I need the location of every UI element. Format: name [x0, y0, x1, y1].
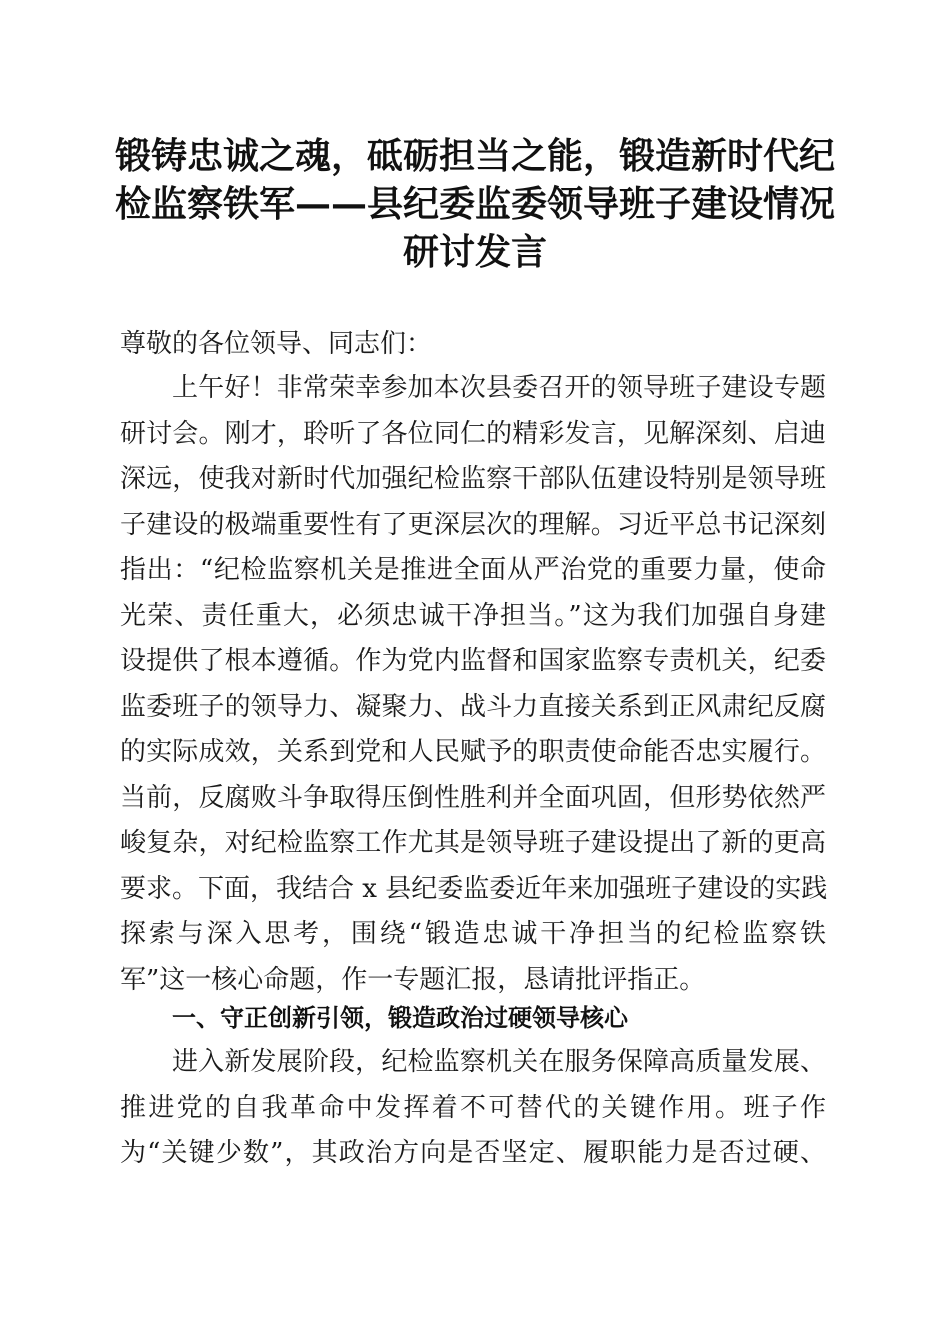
- paragraph-line: 指出：“纪检监察机关是推进全面从严治党的重要力量，使命: [120, 555, 826, 585]
- paragraph-section-1: [120, 1040, 826, 1177]
- paragraph-line: 上午好！非常荣幸参加本次县委召开的领导班子建设专题: [172, 373, 826, 403]
- paragraph-line: 设提供了根本遵循。作为党内监督和国家监察专责机关，纪委: [120, 646, 826, 676]
- paragraph-line: 当前，反腐败斗争取得压倒性胜利并全面巩固，但形势依然严: [120, 782, 826, 813]
- paragraph-line: 军”这一核心命题，作一专题汇报，恳请批评指正。: [120, 964, 706, 995]
- paragraph-line: 光荣、责任重大，必须忠诚干净担当。”这为我们加强自身建: [120, 600, 826, 631]
- title-line-3: 研讨发言: [402, 231, 547, 273]
- paragraph-line: 推进党的自我革命中发挥着不可替代的关键作用。班子作: [120, 1092, 826, 1123]
- title-line-1: 锻铸忠诚之魂，砥砺担当之能，锻造新时代纪: [114, 135, 835, 177]
- title-line-2: 检监察铁军——县纪委监委领导班子建设情况: [114, 183, 835, 225]
- paragraph-line: 进入新发展阶段，纪检监察机关在服务保障高质量发展、: [172, 1047, 826, 1077]
- salutation: 尊敬的各位领导、同志们：: [120, 329, 433, 359]
- paragraph-line: 子建设的极端重要性有了更深层次的理解。习近平总书记深刻: [120, 509, 826, 540]
- paragraph-line: 峻复杂，对纪检监察工作尤其是领导班子建设提出了新的更高: [120, 828, 826, 858]
- paragraph-line: 探索与深入思考，围绕“锻造忠诚干净担当的纪检监察铁: [120, 919, 826, 949]
- paragraph-line: 深远，使我对新时代加强纪检监察干部队伍建设特别是领导班: [120, 464, 826, 494]
- paragraph-line: 监委班子的领导力、凝聚力、战斗力直接关系到正风肃纪反腐: [120, 691, 826, 722]
- paragraph-line: 要求。下面，我结合 x 县纪委监委近年来加强班子建设的实践: [120, 873, 828, 904]
- document-title: [110, 132, 840, 276]
- section-heading-1: 一、守正创新引领，锻造政治过硬领导核心: [172, 1004, 628, 1032]
- paragraph-line: 的实际成效，关系到党和人民赋予的职责使命能否忠实履行。: [120, 737, 826, 767]
- paragraph-opening: [120, 366, 826, 1003]
- paragraph-line: 为“关键少数”，其政治方向是否坚定、履职能力是否过硬、: [120, 1138, 826, 1168]
- paragraph-line: 研讨会。刚才，聆听了各位同仁的精彩发言，见解深刻、启迪: [120, 418, 826, 449]
